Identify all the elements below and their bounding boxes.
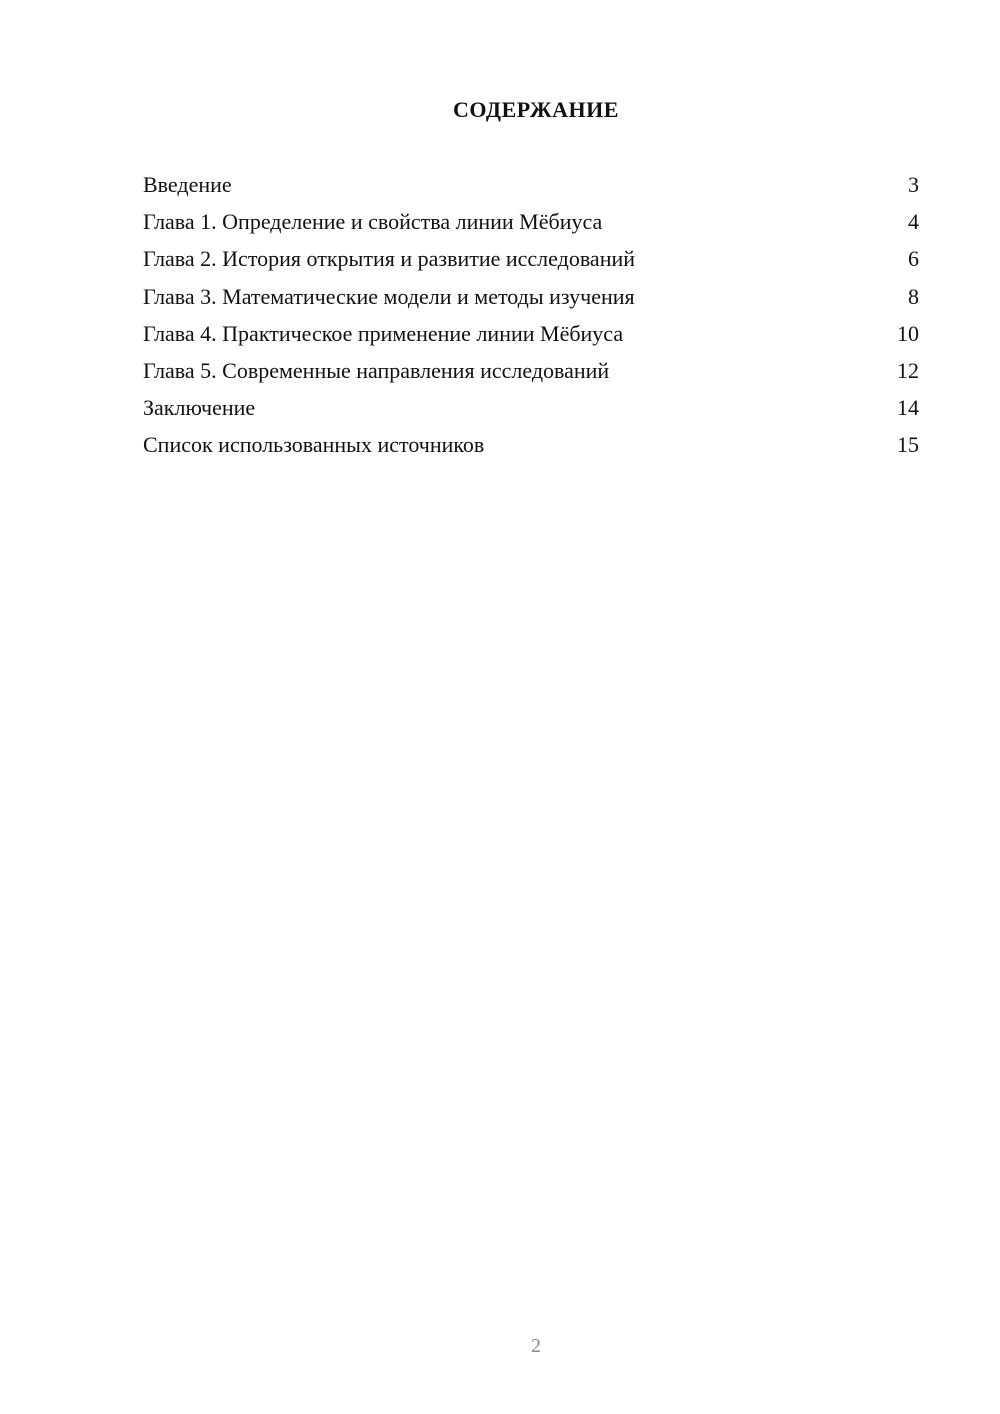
- toc-entry-chapter-3: [143, 278, 919, 315]
- toc-entry-title: Глава 4. Практическое применение линии Мёбиуса: [143, 320, 624, 346]
- toc-entry-chapter-2: [143, 240, 919, 277]
- toc-entry-page: 12: [897, 357, 919, 383]
- toc-entry-chapter-5: [143, 352, 919, 389]
- toc-entry-title: Заключение: [143, 395, 256, 421]
- page-number: 2: [531, 1335, 541, 1357]
- toc-entry-page: 3: [908, 172, 919, 197]
- toc-entry-conclusion: [143, 389, 919, 426]
- toc-heading: СОДЕРЖАНИЕ: [453, 97, 619, 122]
- toc-entry-page: 15: [897, 432, 919, 458]
- toc-entry-title: Список использованных источников: [143, 432, 485, 458]
- toc-entry-introduction: [143, 166, 919, 203]
- toc-entry-title: Глава 2. История открытия и развитие исследований: [143, 246, 636, 272]
- toc-entry-page: 14: [897, 395, 919, 421]
- toc-entry-chapter-1: [143, 203, 919, 240]
- toc-entry-references: [143, 426, 919, 463]
- toc-entry-page: 6: [908, 246, 919, 272]
- toc-entry-page: 4: [908, 209, 919, 235]
- toc-entry-chapter-4: [143, 315, 919, 352]
- toc-entry-title: Введение: [143, 172, 232, 197]
- toc-entry-page: 10: [897, 320, 919, 346]
- toc-entry-title: Глава 3. Математические модели и методы изучения: [143, 283, 635, 309]
- toc-entry-page: 8: [908, 283, 919, 309]
- table-of-contents: [143, 166, 919, 464]
- toc-entry-title: Глава 5. Современные направления исследований: [143, 357, 610, 383]
- toc-entry-title: Глава 1. Определение и свойства линии Мёбиуса: [143, 209, 603, 235]
